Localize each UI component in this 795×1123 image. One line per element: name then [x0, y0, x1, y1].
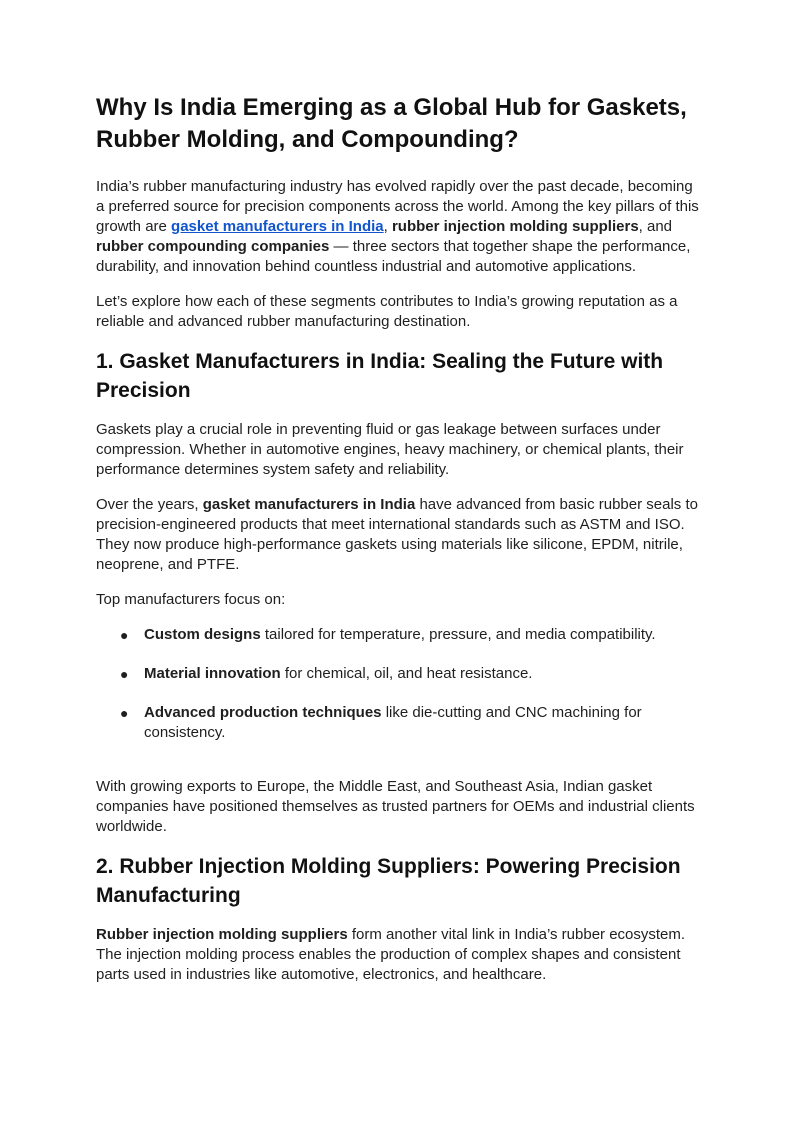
- bullet-icon: ●: [120, 627, 129, 643]
- intro-text: , and: [638, 218, 673, 235]
- page-title: Why Is India Emerging as a Global Hub for Gaskets, Rubber Molding, and Compounding?: [96, 94, 687, 153]
- list-item-text: like die-cutting and CNC machining for consistency.: [144, 704, 642, 741]
- section-1-paragraph-2: [96, 495, 700, 575]
- section-2-heading: 2. Rubber Injection Molding Suppliers: Powering Precision Manufacturing: [96, 855, 681, 907]
- paragraph-text: form another vital link in India’s rubber ecosystem. The injection molding process enables the production of complex shapes and consistent parts used in industries like automotive, electronics, and healthcare.: [96, 926, 686, 983]
- list-item: [96, 703, 700, 743]
- section-1-paragraph-4: With growing exports to Europe, the Middle East, and Southeast Asia, Indian gasket companies have positioned themselves as trusted partners for OEMs and industrial clients worldwide.: [96, 778, 695, 835]
- intro-text: India’s rubber manufacturing industry has evolved rapidly over the past decade, becoming a preferred source for precision components across the world. Among the key pillars of this growth are: [96, 178, 699, 235]
- section-1-paragraph-3: Top manufacturers focus on:: [96, 591, 286, 608]
- bold-term: rubber compounding companies: [96, 238, 330, 255]
- bullet-icon: ●: [120, 705, 129, 721]
- bold-term: gasket manufacturers in India: [202, 496, 416, 513]
- paragraph-text: Over the years,: [96, 496, 203, 513]
- section-1-paragraph-1: Gaskets play a crucial role in preventing fluid or gas leakage between surfaces under compression. Whether in automotive engines, heavy machinery, or chemical plants, their performance determines system safety and reliability.: [96, 421, 684, 478]
- list-item-text: for chemical, oil, and heat resistance.: [280, 665, 533, 682]
- intro-paragraph: [96, 177, 700, 277]
- intro-text: — three sectors that together shape the performance, durability, and innovation behind countless industrial and automotive applications.: [96, 238, 691, 275]
- intro-paragraph-2: Let’s explore how each of these segments contributes to India’s growing reputation as a reliable and advanced rubber manufacturing destination.: [96, 293, 678, 330]
- bullet-icon: ●: [120, 666, 129, 682]
- list-item-bold: Material innovation: [144, 665, 281, 682]
- list-item-text: tailored for temperature, pressure, and media compatibility.: [260, 626, 656, 643]
- focus-list: [96, 625, 700, 743]
- list-item-bold: Custom designs: [144, 626, 261, 643]
- document-page: [96, 92, 700, 985]
- section-2-paragraph-1: [96, 925, 700, 985]
- bold-term: Rubber injection molding suppliers: [96, 926, 348, 943]
- list-item: [96, 664, 700, 684]
- paragraph-text: have advanced from basic rubber seals to precision-engineered products that meet international standards such as ASTM and ISO. They now produce high-performance gaskets using materials like silicone, EPDM, nitrile, neoprene, and PTFE.: [96, 496, 698, 573]
- section-1-heading: 1. Gasket Manufacturers in India: Sealing the Future with Precision: [96, 350, 664, 402]
- list-item-bold: Advanced production techniques: [144, 704, 382, 721]
- bold-term: rubber injection molding suppliers: [391, 218, 639, 235]
- gasket-manufacturers-link[interactable]: gasket manufacturers in India: [171, 218, 384, 235]
- intro-text: ,: [383, 218, 392, 235]
- list-item: [96, 625, 700, 645]
